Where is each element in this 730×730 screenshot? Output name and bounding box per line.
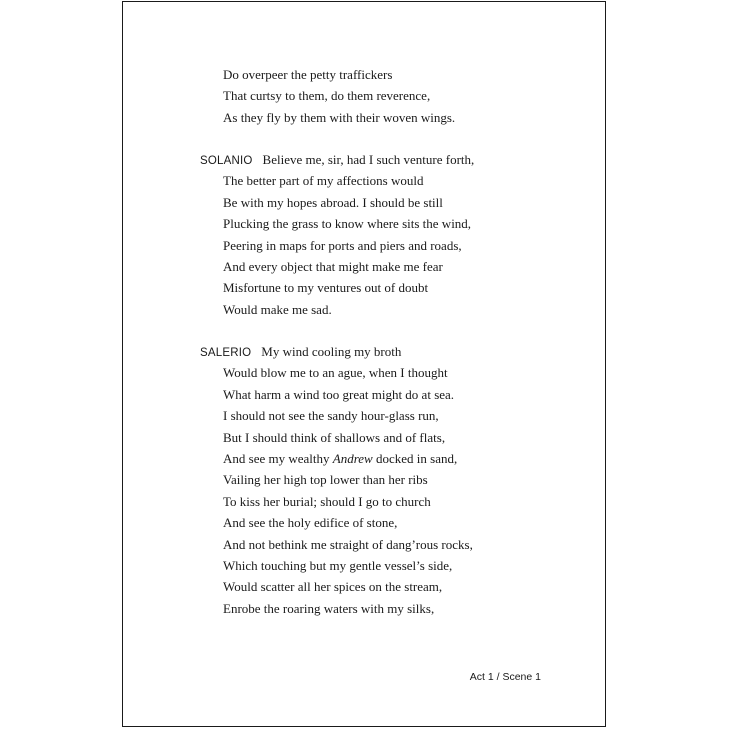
- ship-name: Andrew: [332, 450, 373, 466]
- verse-line: Would scatter all her spices on the stream,: [223, 579, 443, 595]
- page-footer-location: Act 1 / Scene 1: [469, 671, 541, 683]
- verse-line: And see the holy edifice of stone,: [223, 515, 398, 531]
- speaker-name: SALERIO: [200, 347, 252, 359]
- speech-salerio: [123, 341, 605, 619]
- verse-line: Enrobe the roaring waters with my silks,: [223, 600, 435, 616]
- verse-line: Do overpeer the petty traffickers: [223, 67, 393, 82]
- verse-line: Peering in maps for ports and piers and roads,: [223, 237, 462, 253]
- verse-line: Vailing her high top lower than her ribs: [223, 472, 428, 488]
- verse-line: Would blow me to an ague, when I thought: [223, 365, 448, 381]
- speech-solanio: [123, 149, 605, 320]
- book-page: [122, 1, 606, 727]
- verse-line: As they fly by them with their woven wings.: [223, 109, 456, 125]
- verse-line: But I should think of shallows and of flats,: [223, 429, 446, 445]
- verse-line: Be with my hopes abroad. I should be still: [223, 194, 443, 210]
- opening-verse: [123, 64, 605, 128]
- verse-line: [123, 448, 605, 469]
- verse-line: Would make me sad.: [223, 301, 332, 317]
- verse-line: Which touching but my gentle vessel’s side,: [223, 557, 453, 573]
- verse-line: Misfortune to my ventures out of doubt: [223, 280, 429, 296]
- verse-line: Believe me, sir, had I such venture forth,: [262, 152, 475, 167]
- verse-text: docked in sand,: [372, 450, 458, 466]
- verse-line: To kiss her burial; should I go to church: [223, 493, 431, 509]
- verse-line: And not bethink me straight of dang’rous rocks,: [223, 536, 473, 552]
- speech-first-line: [123, 149, 605, 170]
- verse-line: My wind cooling my broth: [261, 344, 402, 359]
- verse-line: The better part of my affections would: [223, 173, 424, 189]
- verse-text: And see my wealthy: [223, 450, 333, 466]
- verse-line: That curtsy to them, do them reverence,: [223, 88, 431, 104]
- verse-line: And every object that might make me fear: [223, 258, 443, 274]
- verse-line: Plucking the grass to know where sits the wind,: [223, 216, 472, 232]
- verse-line: What harm a wind too great might do at sea.: [223, 386, 455, 402]
- speech-first-line: [123, 341, 605, 362]
- speaker-name: SOLANIO: [200, 155, 253, 167]
- verse-line: I should not see the sandy hour-glass run,: [223, 408, 439, 424]
